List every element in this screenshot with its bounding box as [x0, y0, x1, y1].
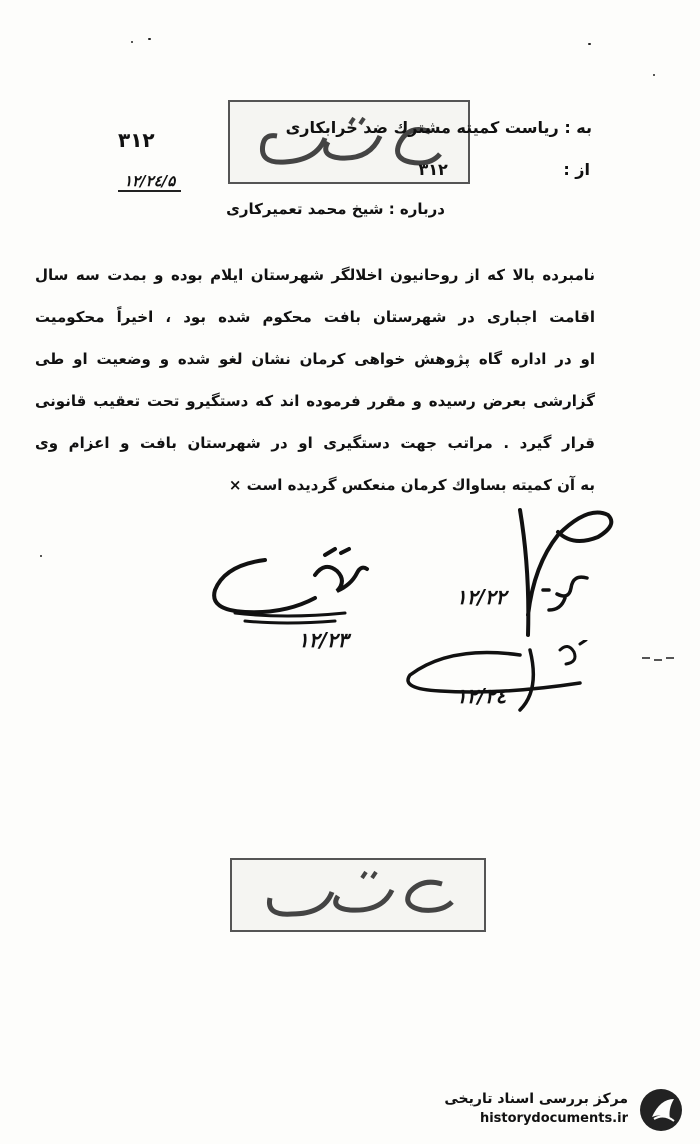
- body-line: قرار گيرد . مراتب جهت دستگيرى او در شهرستان بافت و اعزام وى: [35, 434, 595, 452]
- watermark-title: مركز بررسى اسناد تاريخى: [444, 1091, 628, 1107]
- signature-lower: [400, 640, 600, 720]
- sender-label: از :: [563, 160, 590, 179]
- signature-right-initials: [535, 568, 595, 618]
- reference-number: ٣١٢: [118, 128, 155, 152]
- archive-logo-icon: [638, 1087, 684, 1133]
- archive-watermark: [418, 1085, 690, 1135]
- body-line: نامبرده بالا كه از روحانيون اخلالگر شهرستان ايلام بوده و بمدت سه سال: [35, 266, 595, 284]
- body-line: گزارشى بعرض رسيده و مقرر فرموده اند كه دستگيرو تحت تعقيب قانونى: [35, 392, 595, 410]
- body-line: به آن كميته بساواك كرمان منعكس گرديده است ×: [228, 476, 595, 494]
- secret-stamp-lettering-bottom: [232, 860, 484, 930]
- scan-speck: [40, 555, 42, 557]
- signature-left: [205, 545, 375, 645]
- body-line: او در اداره گاه پژوهش خواهى كرمان نشان لغو شده و وضعيت او طى: [35, 350, 595, 368]
- classification-stamp-bottom: [230, 858, 486, 932]
- sender-number: ٣١٢: [418, 160, 448, 179]
- letter-body: [35, 254, 595, 506]
- recipient-line: به : رياست كميته مشترك ضد خرابكارى: [285, 118, 592, 137]
- reference-date: ١٢/٢٤/۵: [118, 172, 181, 192]
- signature-date-lower: ١٢/٢٤: [456, 684, 507, 708]
- scan-speck: [148, 38, 151, 40]
- signature-date-middle: ١٢/٢٢: [456, 585, 507, 609]
- scan-speck: [653, 74, 655, 76]
- scan-speck: [131, 41, 133, 43]
- signature-date-left: ١٢/٢٣: [298, 628, 349, 652]
- watermark-url: historydocuments.ir: [479, 1111, 628, 1126]
- body-line: اقامت اجبارى در شهرستان بافت محكوم شده بود ، اخيراً محكوميت: [35, 308, 595, 326]
- sender-line: [418, 160, 590, 179]
- margin-mark: [640, 650, 680, 670]
- subject-line: درباره : شيخ محمد تعميركارى: [226, 200, 445, 218]
- scan-speck: [588, 43, 591, 45]
